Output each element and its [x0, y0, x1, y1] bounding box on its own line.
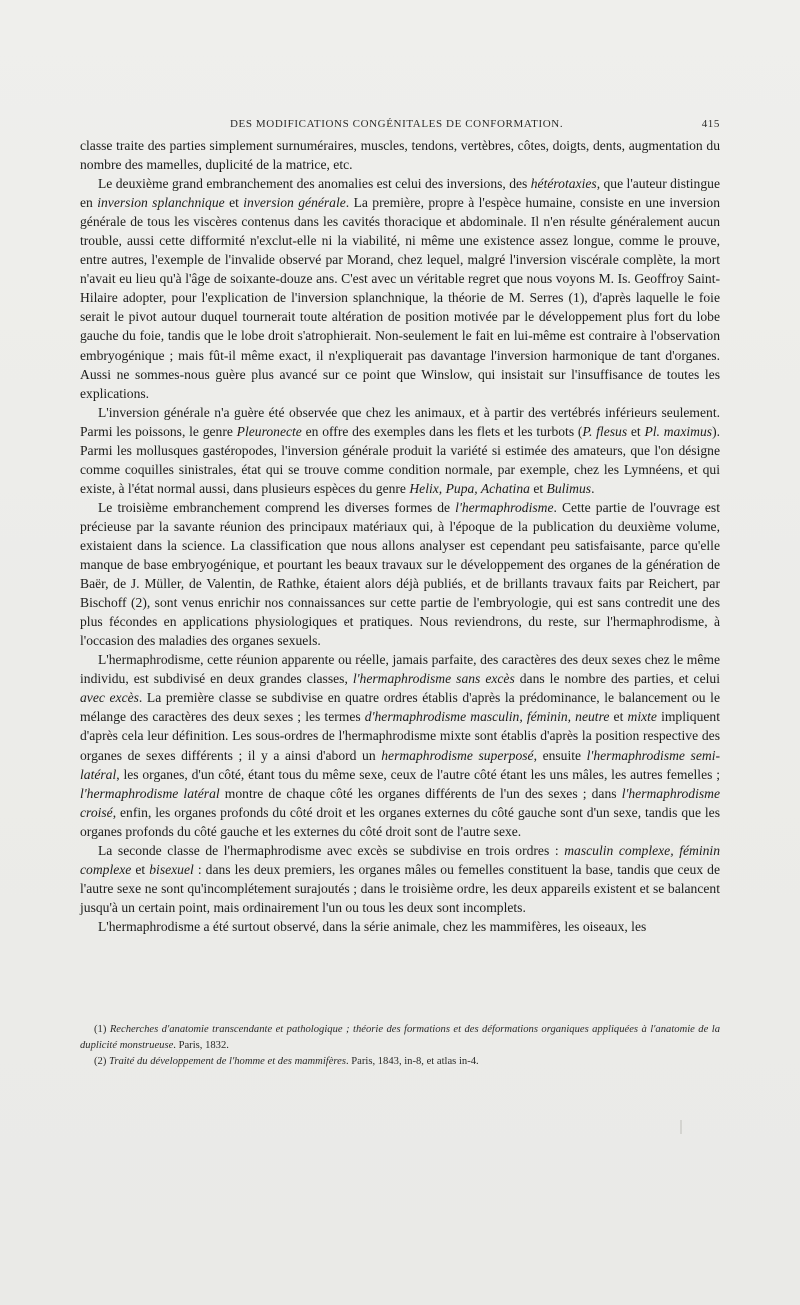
- italic-run: avec excès: [80, 690, 139, 706]
- italic-run: l'hermaphrodisme croisé: [80, 785, 720, 820]
- running-head: [80, 118, 720, 134]
- text-run: : dans les deux premiers, les organes mâles ou femelles constituent la base, tandis que ceux de l'autre sexe ne sont qu'incomplétement surajoutés ; dans le troisième ordre, les deux appareils existent et se balancent jusqu'à un certain point, mais ordinairement l'un ou tous les deux sont incomplets.: [80, 861, 720, 915]
- text-run: Le deuxième grand embranchement des anomalies est celui des inversions, des: [98, 176, 531, 192]
- text-run: , que l'auteur distingue en: [80, 176, 720, 211]
- italic-run: inversion splanchnique: [97, 195, 225, 211]
- italic-run: l'hermaphrodisme semi-latéral: [80, 747, 720, 782]
- text-run: La seconde classe de l'hermaphrodisme avec excès se subdivise en trois ordres :: [98, 842, 565, 858]
- text-run: . La première classe se subdivise en quatre ordres établis d'après la prédominance, le balancement ou le mélange des caractères des deux sexes ; les termes: [80, 690, 720, 725]
- italic-run: Recherches d'anatomie transcendante et pathologique ; théorie des formations et des déformations organiques appliquées à l'anatomie de la duplicité monstrueuse: [80, 1024, 720, 1051]
- text-run: impliquent d'après cela leur définition. Les sous-ordres de l'hermaphrodisme mixte sont établis d'après la position respective des organes de sexes différents ; il y a ainsi d'abord un: [80, 709, 720, 763]
- italic-run: hétérotaxies: [530, 176, 597, 192]
- italic-run: Traité du développement de l'homme et des mammifères: [109, 1056, 346, 1067]
- text-run: . Paris, 1843, in-8, et atlas in-4.: [345, 1056, 479, 1067]
- italic-run: Pl. maximus: [644, 423, 713, 439]
- text-run: L'hermaphrodisme, cette réunion apparente ou réelle, jamais parfaite, des caractères des deux sexes chez le même individu, est subdivisé en deux grandes classes,: [80, 652, 720, 687]
- italic-run: Pleuronecte: [236, 423, 302, 439]
- text-run: , ensuite: [533, 747, 587, 763]
- italic-run: masculin complexe, féminin complexe: [80, 842, 720, 877]
- footnote: [80, 1054, 720, 1070]
- paragraph: [80, 136, 720, 174]
- text-run: dans le nombre des parties, et celui: [514, 671, 720, 687]
- text-run: .: [591, 480, 595, 496]
- text-run: L'inversion générale n'a guère été observée que chez les animaux, et à partir des vertébrés inférieurs seulement. Parmi les poissons, le genre: [80, 404, 720, 439]
- footnote: [80, 1022, 720, 1054]
- italic-run: inversion générale: [243, 195, 346, 211]
- italic-run: hermaphrodisme superposé: [381, 747, 534, 763]
- body-text: [80, 136, 720, 936]
- italic-run: mixte: [627, 709, 657, 725]
- italic-run: d'hermaphrodisme masculin, féminin, neutre: [364, 709, 610, 725]
- text-run: et: [224, 195, 244, 211]
- paragraph: [80, 174, 720, 403]
- italic-run: l'hermaphrodisme: [455, 499, 554, 515]
- text-run: (1): [94, 1024, 110, 1035]
- text-run: et: [627, 423, 645, 439]
- italic-run: l'hermaphrodisme sans excès: [352, 671, 515, 687]
- paragraph: [80, 917, 720, 936]
- italic-run: P. flesus: [582, 423, 628, 439]
- text-run: . La première, propre à l'espèce humaine, consiste en une inversion générale de tous les viscères contenus dans les cavités thoracique et abdominale. Il n'en résulte généralement aucun trouble, aussi cette difformité n'exclut-elle ni la viabilité, ni même une existence assez longue, comme le prouve, entre autres, l'exemple de l'invalide observé par Morand, chez lequel, malgré l'inversion viscérale complète, la mort n'avait eu lieu qu'à l'âge de soixante-douze ans. C'est avec un véritable regret que nous voyons M. Is. Geoffroy Saint-Hilaire adopter, pour l'explication de l'inversion splanchnique, la théorie de M. Serres (1), d'après laquelle le foie serait le pivot autour duquel tournerait toute altération de position motivée par le développement plus fort du lobe gauche du foie, tandis que le lobe droit s'atrophierait. Non-seulement le fait en lui-même est contraire à l'observation embryogénique ; mais fût-il même exact, il n'expliquerait pas davantage l'inversion harmonique de tant d'organes. Aussi ne sommes-nous guère plus avancé sur ce point que Winslow, qui insistait sur l'insuffisance de toutes les explications.: [80, 195, 721, 401]
- text-run: , les organes, d'un côté, étant tous du même sexe, ceux de l'autre côté étant les uns mâles, les autres femelles ;: [116, 766, 720, 782]
- running-title: DES MODIFICATIONS CONGÉNITALES DE CONFORMATION.: [230, 118, 564, 130]
- text-run: montre de chaque côté les organes différents de l'un des sexes ; dans: [219, 785, 622, 801]
- italic-run: bisexuel: [149, 861, 194, 877]
- paragraph: [80, 498, 720, 650]
- text-run: et: [529, 480, 547, 496]
- paragraph: [80, 403, 720, 498]
- italic-run: Bulimus: [546, 480, 592, 496]
- italic-run: l'hermaphrodisme latéral: [80, 785, 220, 801]
- text-run: Le troisième embranchement comprend les diverses formes de: [98, 499, 456, 515]
- text-run: , enfin, les organes profonds du côté droit et les organes externes du côté gauche sont d'un sexe, tandis que les organes profonds du côté gauche et les externes du côté droit sont de l'autre sexe.: [80, 804, 720, 839]
- paragraph: [80, 841, 720, 917]
- text-run: . Paris, 1832.: [173, 1040, 229, 1051]
- text-run: ). Parmi les mollusques gastéropodes, l'inversion générale produit la variété si estimée des amateurs, que l'on désigne comme coquilles sinistrales, état qui se trouve comme condition normale, par exemple, chez les Lymnéens, et qui existe, à l'état normal aussi, dans plusieurs espèces du genre: [80, 423, 720, 496]
- footnotes: [80, 1022, 720, 1070]
- text-run: (2): [94, 1056, 110, 1067]
- paragraph: [80, 650, 720, 840]
- italic-run: Helix, Pupa, Achatina: [409, 480, 530, 496]
- page-mark: [680, 1120, 682, 1134]
- text-run: L'hermaphrodisme a été surtout observé, dans la série animale, chez les mammifères, les oiseaux, les: [98, 918, 647, 934]
- text-run: et: [131, 861, 150, 877]
- text-run: et: [609, 709, 628, 725]
- page-number: 415: [701, 118, 720, 130]
- text-run: classe traite des parties simplement surnuméraires, muscles, tendons, vertèbres, côtes, doigts, dents, augmentation du nombre des mamelles, duplicité de la matrice, etc.: [80, 138, 720, 173]
- text-run: . Cette partie de l'ouvrage est précieuse par la savante réunion des principaux matériaux qui, à l'époque de la publication du deuxième volume, existaient dans la science. La classification que nous allons analyser est cependant peu satisfaisante, parce qu'elle manque de base embryogénique, et pourtant les beaux travaux sur le développement des organes de la génération de Baër, de J. Müller, de Valentin, de Rathke, étaient alors déjà publiés, et de brillants travaux faits par Reichert, par Bischoff (2), sont venus enrichir nos connaissances sur cette partie de l'embryologie, qui est sans contredit une des plus fécondes en applications physiologiques et pratiques. Nous reviendrons, du reste, sur l'hermaphrodisme, à l'occasion des maladies des organes sexuels.: [80, 499, 720, 649]
- text-run: en offre des exemples dans les flets et les turbots (: [301, 423, 583, 439]
